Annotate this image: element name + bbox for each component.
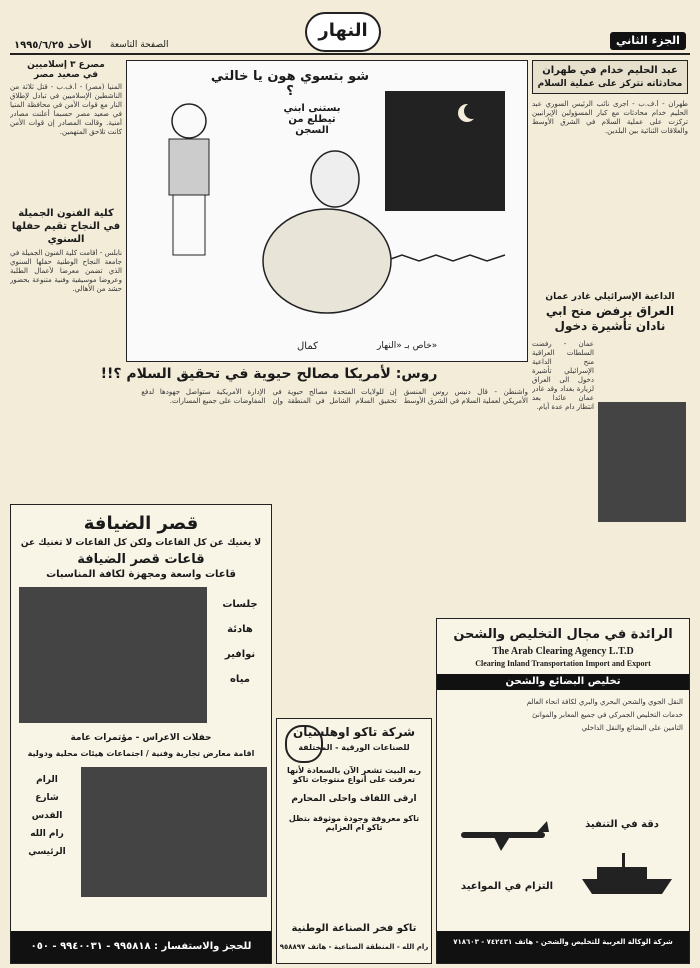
woman-figure: [263, 209, 391, 313]
clearing-service-3: التأمين على البضائع والنقل الداخلي: [581, 724, 683, 732]
moon-shadow: [464, 103, 480, 119]
cartoon-drawing: [127, 61, 527, 361]
address-4: رام الله: [30, 829, 64, 839]
section-label: الجزء الثاني: [616, 34, 680, 47]
clearing-en-sub: Clearing Inland Transportation Import and Export: [475, 659, 651, 668]
feature-4: مياه: [230, 674, 250, 685]
logo-text: النهار: [318, 20, 368, 41]
boy-legs: [173, 195, 205, 255]
cartoon-caption-mid: بستنى ابني تيطلع من السجن: [283, 103, 341, 136]
address-5: الرئيسي: [28, 847, 66, 857]
palace-exhibitions: اقامة معارض تجارية وفنية / اجتماعات هيئات محلية ودولية: [27, 749, 255, 758]
cartoon-credit: خاص بـ «النهار»: [377, 341, 438, 351]
taco-logo-icon: [285, 725, 323, 763]
right-head-1: عبد الحليم خدام في طهران: [542, 65, 678, 76]
taco-line-2: ارقى اللفاف واحلى المحارم: [291, 794, 417, 804]
main-headline: روس: لأمريكا مصالح حيوية في تحقيق السلام ؟!!: [100, 366, 438, 382]
right-article-1: [532, 60, 688, 290]
left-head-1: مصرع ٣ إسلاميين: [27, 60, 105, 70]
feature-3: نوافير: [224, 649, 256, 660]
taco-contact: رام الله - المنطقة الصناعية - هاتف ٩٥٨٨٩٧: [279, 943, 429, 951]
right-body-2: عمان - رفضت السلطات العراقية منح الداعية الإسرائيلي تأشيرة دخول الى العراق لزيارة بغداد وقد غادر عمان عائدا بعد انتظار دام عدة أيام.: [532, 340, 594, 411]
address-1: الرام: [36, 775, 58, 785]
clearing-service-1: النقل الجوي والشحن البحري والبري لكافة انحاء العالم: [526, 698, 683, 706]
ad-clearing: [436, 618, 690, 964]
cartoon-signature: كمال: [297, 341, 318, 352]
taco-line-3: تاكو معروفة وجودة موثوقة بتظل تاكو ام العزايم: [288, 814, 420, 832]
palace-address: [19, 775, 75, 857]
palace-phone-bar: [11, 931, 271, 963]
right-article-2: [532, 292, 688, 612]
palace-title: قصر الضيافة: [83, 513, 199, 534]
newspaper-logo: [305, 12, 381, 52]
clearing-tagline: تخليص البضائع والشحن: [505, 676, 621, 687]
header-page-number: الصفحة التاسعة: [110, 40, 169, 50]
cartoon-panel: [126, 60, 528, 362]
palace-photo-hall: [19, 587, 207, 723]
right-head-2: محادثاته تتركز على عملية السلام: [537, 79, 683, 89]
palace-features: [215, 599, 265, 685]
clearing-footer: شركة الوكالة العربية للتخليص والشحن - هاتف ٧٤٢٤٣١ - ٧١٨٦٠٣: [453, 938, 673, 946]
header-rule: [10, 53, 690, 55]
left-body-1: المنيا (مصر) - أ.ف.ب - قتل ثلاثة من الناشطين الإسلاميين في تبادل لإطلاق النار مع قوات الأمن في محافظة المنيا في صعيد مصر حسبما أعلنت مصادر أمنية. وقالت المصادر إن قوات الأمن كانت تلاحق المتهمين.: [10, 83, 122, 136]
page-header: [0, 0, 700, 58]
clearing-service-2: خدمات التخليص الجمركي في جميع المعابر والموانئ: [532, 711, 683, 719]
ship-icon: [577, 849, 677, 899]
ad-palace: [10, 504, 272, 964]
clearing-tagline-bar: [437, 674, 689, 690]
left-body-2: نابلس - أقامت كلية الفنون الجميلة في جامعة النجاح الوطنية حفلها السنوي الذي تضمن معرضا لأعمال الطلبة وعروضا موسيقية وفنية متنوعة بحضور حشد من الأهالي.: [10, 249, 122, 293]
palace-photo-building: [81, 767, 267, 897]
clearing-en-name: The Arab Clearing Agency L.T.D: [492, 646, 634, 657]
left-head-2: في صعيد مصر: [34, 70, 98, 80]
main-body: واشنطن - قال دنيس روس المنسق الأمريكي لعملية السلام في الشرق الأوسط إن للولايات المتحدة مصالح حيوية في تحقيق السلام الشامل في المنطقة وإن الإدارة الأمريكية ستواصل جهودها لدفع المفاوضات على جميع المسارات.: [141, 388, 528, 405]
right-head-3: العراق يرفض منح ابي نادان تأشيرة دخول: [545, 304, 675, 333]
mast: [622, 853, 625, 867]
address-3: القدس: [31, 811, 63, 821]
palace-sub: قاعات واسعة ومجهزة لكافة المناسبات: [46, 569, 236, 580]
feature-2: هادئة: [227, 624, 253, 635]
right-kicker: الداعية الإسرائيلي غادر عمان: [545, 292, 675, 302]
airplane-icon: [453, 815, 553, 855]
section-badge: [610, 32, 686, 50]
night-sky: [385, 91, 505, 211]
portrait-photo: [598, 402, 686, 522]
clearing-accuracy: دقة في التنفيذ: [585, 819, 659, 830]
right-body-1: طهران - أ.ف.ب - أجرى نائب الرئيس السوري عبد الحليم خدام محادثات مع كبار المسؤولين الإيرانيين تركزت على عملية السلام في الشرق الأوسط والعلاقات الثنائية بين البلدين.: [532, 100, 688, 135]
clearing-title: الرائدة في مجال التخليص والشحن: [453, 627, 673, 642]
barbed-wire: [385, 255, 505, 261]
address-2: شارع: [35, 793, 59, 803]
clearing-footer-bar: [437, 931, 689, 963]
woman-head: [311, 151, 359, 207]
feature-1: جلسات: [222, 599, 258, 610]
wing: [493, 835, 511, 851]
cartoon-caption-top: شو بتسوي هون يا خالتي ؟: [210, 69, 370, 99]
main-article: [10, 366, 528, 496]
palace-events: حفلات الاعراس - مؤتمرات عامة: [70, 733, 212, 743]
hull: [582, 879, 672, 894]
taco-footer: تاكو فخر الصناعة الوطنية: [291, 923, 417, 934]
taco-line-1: ربه البيت تشعر الآن بالسعادة لأنها تعرفت على أنواع منتوجات تاكو: [286, 766, 422, 784]
palace-halls: قاعات قصر الضيافة: [77, 552, 205, 567]
taco-industry: للصناعات الورقية - المختلفة: [298, 743, 410, 752]
palace-slogan: لا يغنيك عن كل القاعات ولكن كل القاعات لا تغنيك عن: [20, 538, 262, 548]
deck: [597, 867, 647, 879]
boy-head: [172, 104, 206, 138]
left-head-3: كلية الفنون الجميلة في النجاح تقيم حفلها السنوي: [11, 208, 121, 245]
ad-taco: [276, 718, 432, 964]
boy-body: [169, 139, 209, 195]
tail: [537, 821, 549, 832]
palace-phone: للحجز والاستفسار : ٩٩٥٨١٨ - ٩٩٤٠٠٣١ - ٠٥٠: [30, 941, 252, 952]
taco-brand: شركة تاكو اوهلسيان: [292, 725, 416, 739]
right-head-box: [532, 60, 688, 94]
header-date: الأحد ١٩٩٥/٦/٢٥: [14, 40, 92, 51]
clearing-commitment: التزام في المواعيد: [460, 881, 554, 892]
